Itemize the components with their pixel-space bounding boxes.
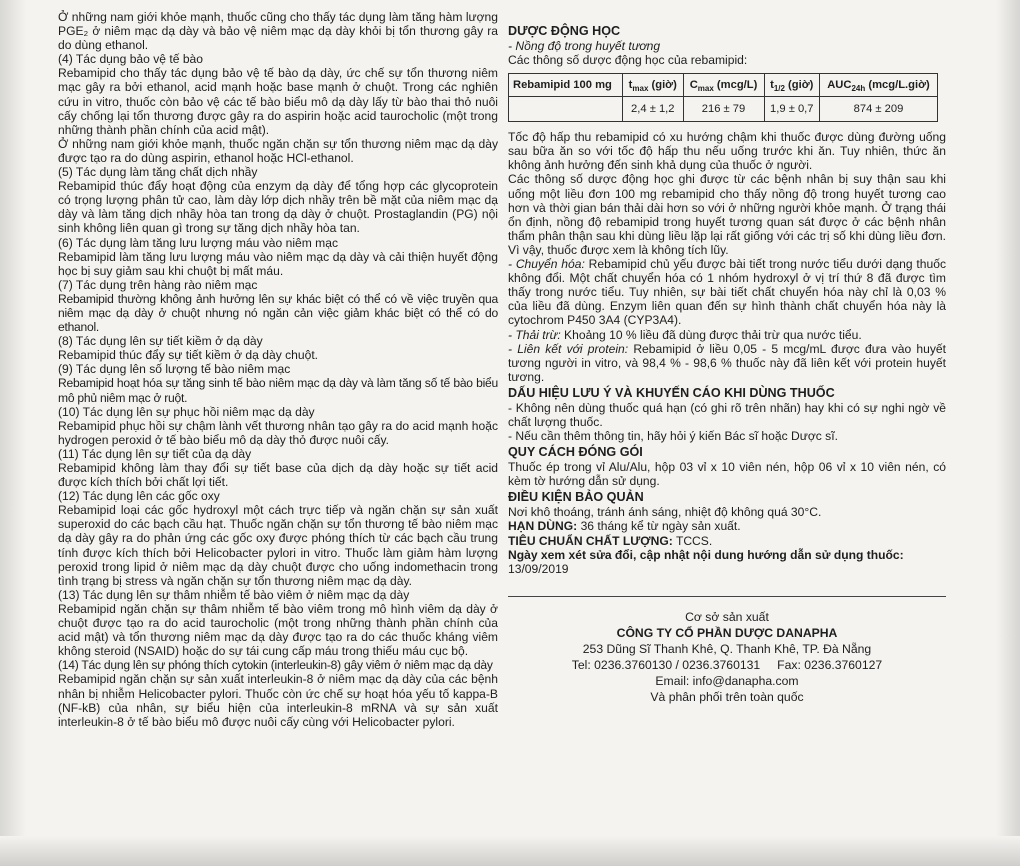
- pk-table: [508, 73, 938, 122]
- pk-elimination: [508, 328, 946, 342]
- left-paragraph: Rebamipid thúc đẩy hoạt động của enzym dạ dày để tổng hợp các glycoprotein có trọng lượng phân tử cao, làm dày lớp dịch nhầy trên bề mặt của niêm mạc dạ dày và làm tăng dịch nhầy hòa tan trong dạ dày ở chuột. Prostaglandin (PG) nội sinh không liên quan gì trong sự tăng dịch nhầy hòa tan.: [58, 179, 498, 236]
- left-column: [58, 10, 498, 729]
- left-paragraph: (11) Tác dụng lên sự tiết của dạ dày: [58, 446, 252, 461]
- pk-col-thalf: $t_{1/2}$ (giờ): [764, 74, 819, 97]
- left-paragraph: (8) Tác dụng lên sự tiết kiềm ở dạ dày: [58, 334, 263, 349]
- left-paragraph: Rebamipid làm tăng lưu lượng máu vào niêm mạc dạ dày và cải thiện huyết động học bị suy giảm sau khi chuột bị mất máu.: [58, 249, 498, 278]
- left-paragraph: (14) Tác dụng lên sự phóng thích cytokin (interleukin-8) gây viêm ở niêm mạc dạ dày: [58, 658, 493, 673]
- revision-label: Ngày xem xét sửa đổi, cập nhật nội dung hướng dẫn sử dụng thuốc:: [508, 547, 904, 562]
- manufacturer-email: Email: info@danapha.com: [655, 673, 799, 688]
- pk-table-row: [509, 97, 938, 122]
- left-paragraph: Rebamipid không làm thay đổi sự tiết base của dịch dạ dày hoặc sự tiết acid được kích thích bởi chất lợi tiết.: [58, 461, 498, 490]
- left-paragraph: (13) Tác dụng lên sự thâm nhiễm tế bào viêm ở niêm mạc dạ dày: [58, 587, 410, 602]
- pk-elimination-label: - Thải trừ:: [508, 327, 561, 342]
- left-paragraph: Rebamipid phục hồi sự chậm lành vết thương nhân tạo gây ra do acid mạnh hoặc hydrogen peroxid ở tế bào biểu mô dạ dày thỏ được nuôi cấy.: [58, 418, 498, 447]
- page-shadow-right: [996, 0, 1020, 866]
- manufacturer-phone-fax: [508, 657, 946, 673]
- shelf-life: [508, 519, 946, 533]
- storage-heading: ĐIỀU KIỆN BẢO QUẢN: [508, 490, 644, 505]
- left-paragraph: (12) Tác dụng lên các gốc oxy: [58, 489, 220, 504]
- pk-cell-drug: [509, 97, 623, 122]
- pk-protein-text: Rebamipid ở liều 0,05 - 5 mcg/mL được đưa vào huyết tương người in vitro, và 98,4 % - 98,6 % thuốc này đã liên kết với protein huyết tương.: [508, 341, 946, 384]
- shelf-life-text: 36 tháng kể từ ngày sản xuất.: [577, 519, 741, 534]
- left-paragraph: Rebamipid ngăn chặn sự thâm nhiễm tế bào viêm trong mô hình viêm dạ dày ở chuột được tạo ra do acid taurocholic (một trong những thành phần chính của acid mật) và tổn thương niêm mạc dạ dày được tạo ra do các thuốc kháng viêm không steroid (NSAID) hoặc do sự tái cung cấp máu trong thiếu máu cục bộ.: [58, 601, 498, 659]
- pk-col-tmax: $t_{max}$ (giờ): [623, 74, 683, 97]
- left-paragraph: Rebamipid ngăn chặn sự sản xuất interleukin-8 ở niêm mạc dạ dày của các bệnh nhân bị nhiễm Helicobacter pylori. Thuốc còn ức chế sự hoạt hóa yếu tố kappa-B (NF-kB) của nhân, sự biểu hiện của interleukin-8 mRNA và sự sản xuất interleukin-8 ở tế bào biểu mô được nuôi cấy cùng với Helicobacter pylori.: [58, 672, 498, 729]
- manufacturer-company: CÔNG TY CỔ PHẦN DƯỢC DANAPHA: [616, 625, 838, 640]
- pk-metabolism-text: Rebamipid chủ yếu được bài tiết trong nước tiểu dưới dạng thuốc không đổi. Một chất chuyển hóa có 1 nhóm hydroxyl ở vị trí thứ 8 đã được tìm thấy trong nước tiểu. Tuy nhiên, sự bài tiết chất chuyển hóa này chỉ là 0,03 % của liều đã dùng. Enzym liên quan đến sự hình thành chất chuyển hóa này là cytochrom P450 3A4 (CYP3A4).: [508, 257, 946, 328]
- divider: [508, 596, 946, 597]
- left-paragraph: Ở những nam giới khỏe mạnh, thuốc ngăn chặn sự tổn thương niêm mạc dạ dày được tạo ra do dùng aspirin, ethanol hoặc HCl-ethanol.: [58, 136, 498, 165]
- quality-standard: [508, 534, 946, 548]
- pk-protein-label: - Liên kết với protein:: [508, 341, 629, 356]
- left-paragraph: (4) Tác dụng bảo vệ tế bào: [58, 52, 204, 67]
- pk-subheading: - Nồng độ trong huyết tương: [508, 39, 661, 53]
- quality-standard-text: TCCS.: [672, 533, 713, 548]
- manufacturer-distribution: Và phân phối trên toàn quốc: [650, 689, 804, 704]
- manufacturer-fax: Fax: 0236.3760127: [777, 657, 883, 672]
- pack-heading: QUY CÁCH ĐÓNG GÓI: [508, 445, 643, 460]
- pk-renal: Các thông số dược động học ghi được từ các bệnh nhân bị suy thận sau khi uống một liều đơn 100 mg rebamipid cho thấy nồng độ trong huyết tương cao hơn và thời gian bán thải dài hơn so với ở những người khỏe mạnh. Ở trạng thái ổn định, nồng độ rebamipid trong huyết tương quan sát được ở các bệnh nhân thẩm phân thận sau khi dùng liều lặp lại rất giống với các trị số khi dùng liều đơn. Vì vậy, thuốc được xem là không tích lũy.: [508, 172, 946, 257]
- left-paragraph: Ở những nam giới khỏe mạnh, thuốc cũng cho thấy tác dụng làm tăng hàm lượng PGE₂ ở niêm mạc dạ dày và bảo vệ niêm mạc dạ dày khỏi bị tổn thương gây ra do dùng ethanol.: [58, 10, 498, 53]
- pk-cell-cmax: 216 ± 79: [683, 97, 764, 122]
- pk-cell-thalf: 1,9 ± 0,7: [764, 97, 819, 122]
- manufacturer-label: Cơ sở sản xuất: [685, 609, 769, 624]
- left-paragraph: Rebamipid loại các gốc hydroxyl một cách trực tiếp và ngăn chặn sự sản xuất superoxid do các bạch cầu hạt. Thuốc ngăn chặn sự tổn thương tế bào niêm mạc dạ dày gây ra do phản ứng các gốc oxy được phóng thích từ các bạch cầu trung tính được kích thích bởi Helicobacter pylori in vitro. Thuốc làm giảm hàm lượng peroxid trong lipid ở niêm mạc dạ dày chuột được cho uống indomethacin trong tình trạng bị stress và ngăn chặn sự tổn thương niêm mạc dạ dày.: [58, 503, 498, 588]
- page-shadow-left: [0, 0, 26, 866]
- shelf-life-label: HẠN DÙNG:: [508, 519, 578, 534]
- pk-col-drug: Rebamipid 100 mg: [509, 74, 623, 97]
- left-paragraph: Rebamipid hoạt hóa sự tăng sinh tế bào niêm mạc dạ dày và làm tăng số tế bào biểu mô phủ niêm mạc ở ruột.: [58, 376, 498, 405]
- pack-text: Thuốc ép trong vỉ Alu/Alu, hộp 03 vỉ x 10 viên nén, hộp 06 vỉ x 10 viên nén, có kèm tờ hướng dẫn sử dụng.: [508, 460, 946, 489]
- pk-cell-tmax: 2,4 ± 1,2: [623, 97, 683, 122]
- revision-date: 13/09/2019: [508, 561, 569, 576]
- left-paragraph: (6) Tác dụng làm tăng lưu lượng máu vào niêm mạc: [58, 235, 339, 250]
- manufacturer-address: 253 Dũng Sĩ Thanh Khê, Q. Thanh Khê, TP. Đà Nẵng: [582, 641, 872, 656]
- left-paragraph: (7) Tác dụng trên hàng rào niêm mạc: [58, 277, 258, 292]
- pk-cell-auc: 874 ± 209: [820, 97, 938, 122]
- left-paragraph: Rebamipid cho thấy tác dụng bảo vệ tế bào dạ dày, ức chế sự tổn thương niêm mạc gây ra bởi ethanol, acid mạnh hoặc base mạnh ở chuột. Trong các nghiên cứu in vitro, thuốc còn bảo vệ các tế bào biểu mô dạ dày lấy từ bào thai thỏ nuôi cấy chống lại tổn thương được gây ra do aspirin hoặc acid taurocholic (một trong những thành phần chính của acid mật).: [58, 66, 498, 137]
- left-paragraph: (5) Tác dụng làm tăng chất dịch nhầy: [58, 165, 258, 180]
- left-paragraph: (10) Tác dụng lên sự phục hồi niêm mạc dạ dày: [58, 404, 315, 419]
- pk-metabolism-label: - Chuyển hóa:: [508, 257, 585, 272]
- warn-heading: DẤU HIỆU LƯU Ý VÀ KHUYẾN CÁO KHI DÙNG THUỐC: [508, 385, 835, 400]
- manufacturer-tel: Tel: 0236.3760130 / 0236.3760131: [571, 657, 761, 672]
- warn-item-1: - Không nên dùng thuốc quá hạn (có ghi rõ trên nhãn) hay khi có sự nghi ngờ về chất lượng thuốc.: [508, 400, 946, 429]
- pk-absorption: Tốc độ hấp thu rebamipid có xu hướng chậm khi thuốc được dùng đường uống sau bữa ăn so với tốc độ hấp thu nếu uống trước khi ăn. Tuy nhiên, thức ăn không ảnh hưởng đến sinh khả dụng của thuốc ở người.: [508, 130, 946, 173]
- pk-elimination-text: Khoảng 10 % liều đã dùng được thải trừ qua nước tiểu.: [560, 327, 862, 342]
- manufacturer-block: [508, 609, 946, 705]
- pk-protein-binding: [508, 342, 946, 384]
- pk-col-cmax: $C_{max}$ (mcg/L): [683, 74, 764, 97]
- right-column: [508, 24, 946, 705]
- pk-table-header-row: [509, 74, 938, 97]
- quality-standard-label: TIÊU CHUẨN CHẤT LƯỢNG:: [508, 533, 673, 548]
- warn-item-2: - Nếu cần thêm thông tin, hãy hỏi ý kiến Bác sĩ hoặc Dược sĩ.: [508, 429, 838, 444]
- pk-metabolism: [508, 257, 946, 327]
- left-paragraph: (9) Tác dụng lên số lượng tế bào niêm mạc: [58, 362, 291, 377]
- pk-col-auc: $AUC_{24h}$ (mcg/L.giờ): [820, 74, 938, 97]
- left-paragraph: Rebamipid thường không ảnh hưởng lên sự khác biệt có thể có về việc truyền qua niêm mạc dạ dày ở chuột nhưng nó ngăn cản việc giảm khác biệt có thể có do ethanol.: [58, 291, 498, 335]
- pk-intro: Các thông số dược động học của rebamipid:: [508, 53, 748, 68]
- storage-text: Nơi khô thoáng, tránh ánh sáng, nhiệt độ không quá 30°C.: [508, 505, 822, 520]
- page-shadow-bottom: [0, 836, 1020, 866]
- pk-heading: DƯỢC ĐỘNG HỌC: [508, 24, 621, 38]
- left-paragraph: Rebamipid thúc đẩy sự tiết kiềm ở dạ dày chuột.: [58, 348, 319, 363]
